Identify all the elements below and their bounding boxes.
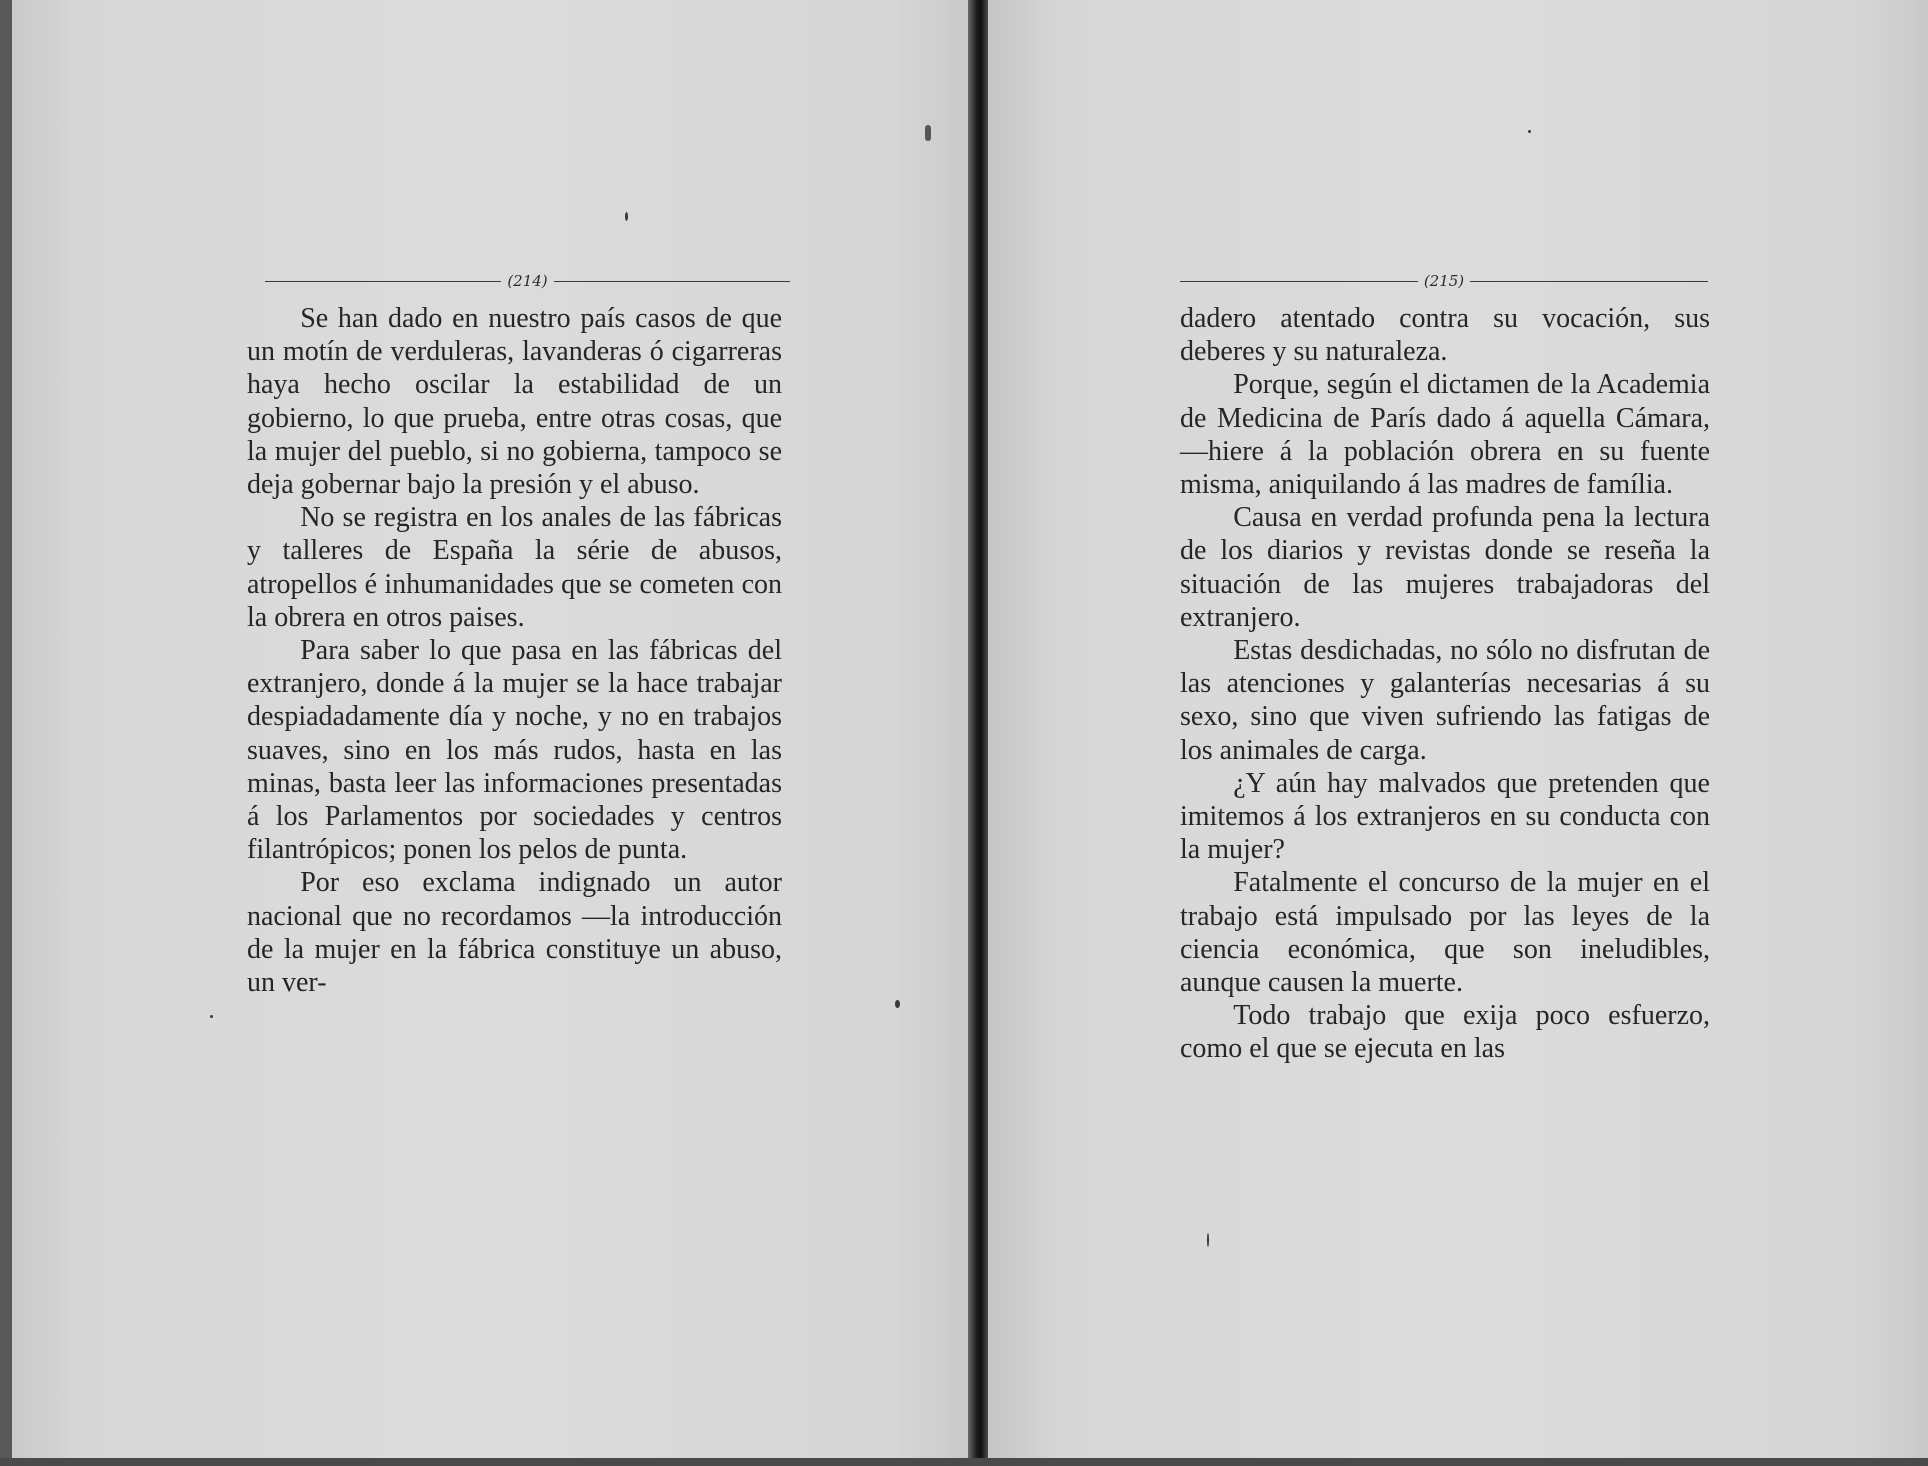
right-page-header xyxy=(1180,266,1708,296)
header-rule-left xyxy=(1180,281,1418,282)
header-rule-right xyxy=(1470,281,1708,282)
book-gutter xyxy=(968,0,990,1466)
left-page-edge xyxy=(0,0,12,1466)
paragraph: Por eso exclama indignado un autor nacional que no recordamos —la introducción de la mujer en la fábrica constituye un abuso, un ver- xyxy=(247,867,782,999)
right-page-text xyxy=(1180,302,1710,1066)
left-page-text xyxy=(247,302,782,999)
paragraph: Estas desdichadas, no sólo no disfrutan de las atenciones y galanterías necesarias á su sexo, sino que viven sufriendo las fatigas de los animales de carga. xyxy=(1180,635,1710,766)
paragraph: ¿Y aún hay malvados que pretenden que imitemos á los extranjeros en su conducta con la mujer? xyxy=(1180,767,1710,866)
paragraph: Todo trabajo que exija poco esfuerzo, como el que se ejecuta en las xyxy=(1180,1000,1710,1065)
left-page-header xyxy=(265,266,790,296)
scan-speck xyxy=(625,212,628,221)
header-rule-right xyxy=(554,281,790,282)
paragraph: Porque, según el dictamen de la Academia de Medicina de París dado á aquella Cámara,—hiere á la población obrera en su fuente misma, aniquilando á las madres de família. xyxy=(1180,369,1710,501)
left-page-number: (214) xyxy=(507,272,548,290)
paragraph: Para saber lo que pasa en las fábricas del extranjero, donde á la mujer se la hace trabajar despiadadamente día y noche, y no en trabajos suaves, sino en los más rudos, hasta en las minas, basta leer las informaciones presentadas á los Parlamentos por sociedades y centros filantrópicos; ponen los pelos de punta. xyxy=(247,635,782,866)
paragraph: No se registra en los anales de las fábricas y talleres de España la série de abusos, atropellos é inhumanidades que se cometen con la obrera en otros paises. xyxy=(247,502,782,633)
scan-speck xyxy=(1528,130,1531,133)
scan-speck xyxy=(925,125,931,141)
scan-speck xyxy=(895,1000,900,1008)
scan-speck xyxy=(210,1015,213,1018)
scan-speck xyxy=(1207,1233,1209,1247)
paragraph: Causa en verdad profunda pena la lectura de los diarios y revistas donde se reseña la situación de las mujeres trabajadoras del extranjero. xyxy=(1180,502,1710,633)
paragraph: Fatalmente el concurso de la mujer en el trabajo está impulsado por las leyes de la ciencia económica, que son ineludibles, aunque causen la muerte. xyxy=(1180,867,1710,999)
right-page-number: (215) xyxy=(1423,272,1465,290)
scan-bottom-edge xyxy=(0,1458,1928,1466)
continued-paragraph: dadero atentado contra su vocación, sus deberes y su naturaleza. xyxy=(1180,303,1710,368)
header-rule-left xyxy=(265,281,501,282)
paragraph: Se han dado en nuestro país casos de que un motín de verduleras, lavanderas ó cigarreras haya hecho oscilar la estabilidad de un gobierno, lo que prueba, entre otras cosas, que la mujer del pueblo, si no gobierna, tampoco se deja gobernar bajo la presión y el abuso. xyxy=(247,303,782,501)
